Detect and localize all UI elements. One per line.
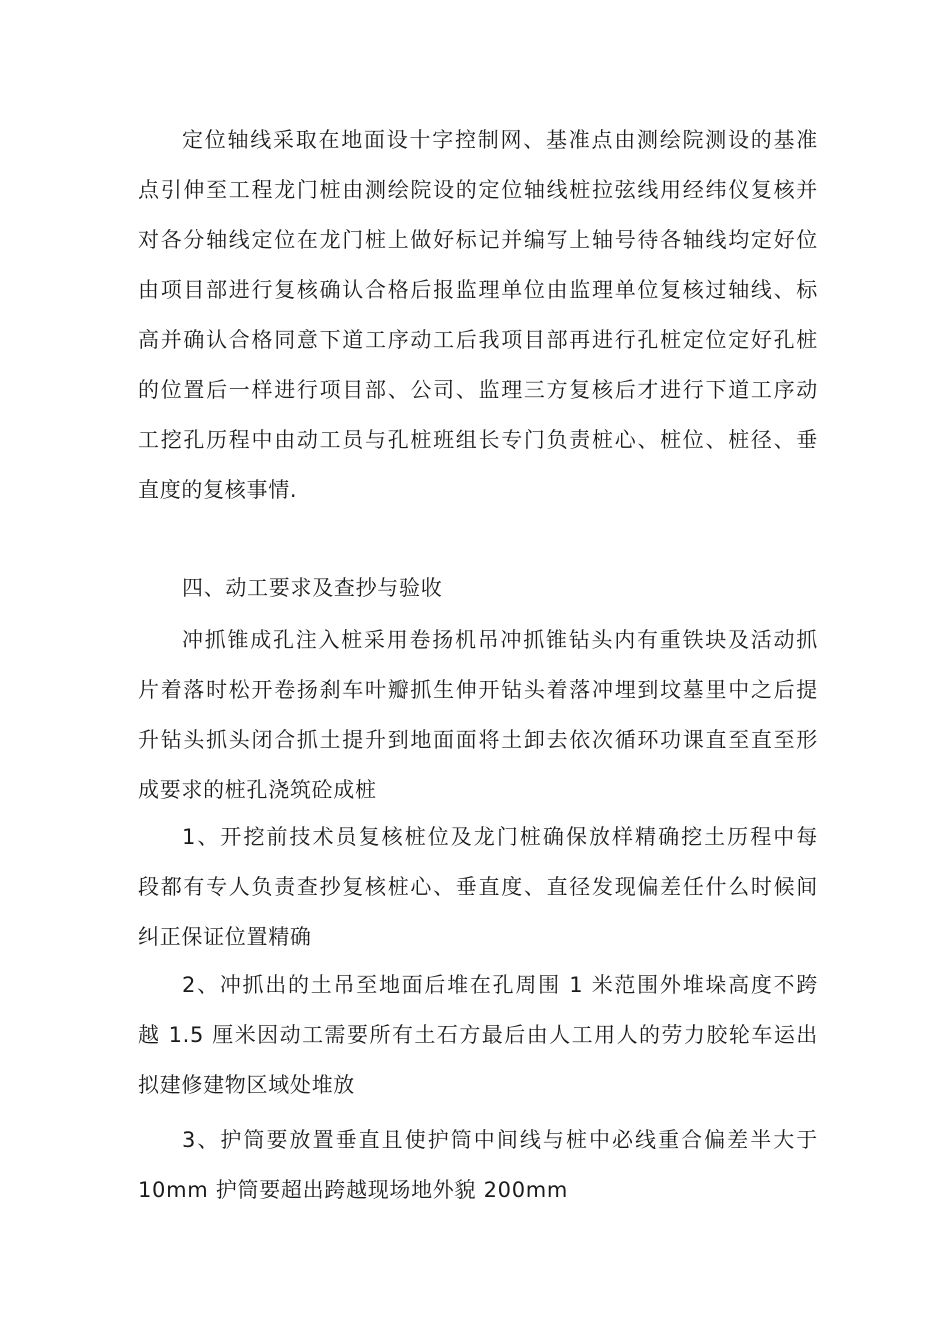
text-line: 片着落时松开卷扬刹车叶瓣抓生伸开钻头着落冲埋到坟墓里中之后提 [138, 678, 818, 702]
section-heading-text: 四、动工要求及查抄与验收 [182, 576, 443, 600]
text-line: 段都有专人负责查抄复核桩心、垂直度、直径发现偏差任什么时候间 [138, 875, 818, 899]
text-line: 1、开挖前技术员复核桩位及龙门桩确保放样精确挖土历程中每 [182, 825, 818, 849]
text-line: 由项目部进行复核确认合格后报监理单位由监理单位复核过轴线、标 [138, 278, 818, 302]
text-line: 工挖孔历程中由动工员与孔桩班组长专门负责桩心、桩位、桩径、垂 [138, 428, 818, 452]
text-line: 3、护筒要放置垂直且使护筒中间线与桩中必线重合偏差半大于 [182, 1128, 818, 1152]
text-line: 对各分轴线定位在龙门桩上做好标记并编写上轴号待各轴线均定好位 [138, 228, 818, 252]
text-line: 升钻头抓头闭合抓土提升到地面面将土卸去依次循环功课直至直至形 [138, 728, 818, 752]
text-line: 直度的复核事情. [138, 478, 298, 502]
text-line: 冲抓锥成孔注入桩采用卷扬机吊冲抓锥钻头内有重铁块及活动抓 [182, 628, 818, 652]
text-line: 纠正保证位置精确 [138, 925, 312, 949]
text-line: 越 1.5 厘米因动工需要所有土石方最后由人工用人的劳力胶轮车运出 [138, 1023, 818, 1047]
list-item-3 [138, 1115, 818, 1215]
text-line: 拟建修建物区域处堆放 [138, 1073, 355, 1097]
list-item-1 [138, 812, 818, 962]
text-line: 10mm 护筒要超出跨越现场地外貌 200mm [138, 1178, 569, 1202]
text-line: 点引伸至工程龙门桩由测绘院设的定位轴线桩拉弦线用经纬仪复核并 [138, 178, 818, 202]
list-item-2 [138, 960, 818, 1110]
paragraph-grab-drilling [138, 615, 818, 815]
text-line: 的位置后一样进行项目部、公司、监理三方复核后才进行下道工序动 [138, 378, 818, 402]
section-heading [138, 563, 818, 613]
text-line: 2、冲抓出的土吊至地面后堆在孔周围 1 米范围外堆垛高度不跨 [182, 973, 818, 997]
text-line: 高并确认合格同意下道工序动工后我项目部再进行孔桩定位定好孔桩 [138, 328, 818, 352]
paragraph-axis-positioning [138, 115, 818, 515]
text-line: 定位轴线采取在地面设十字控制网、基准点由测绘院测设的基准 [182, 128, 818, 152]
text-line: 成要求的桩孔浇筑砼成桩 [138, 778, 377, 802]
